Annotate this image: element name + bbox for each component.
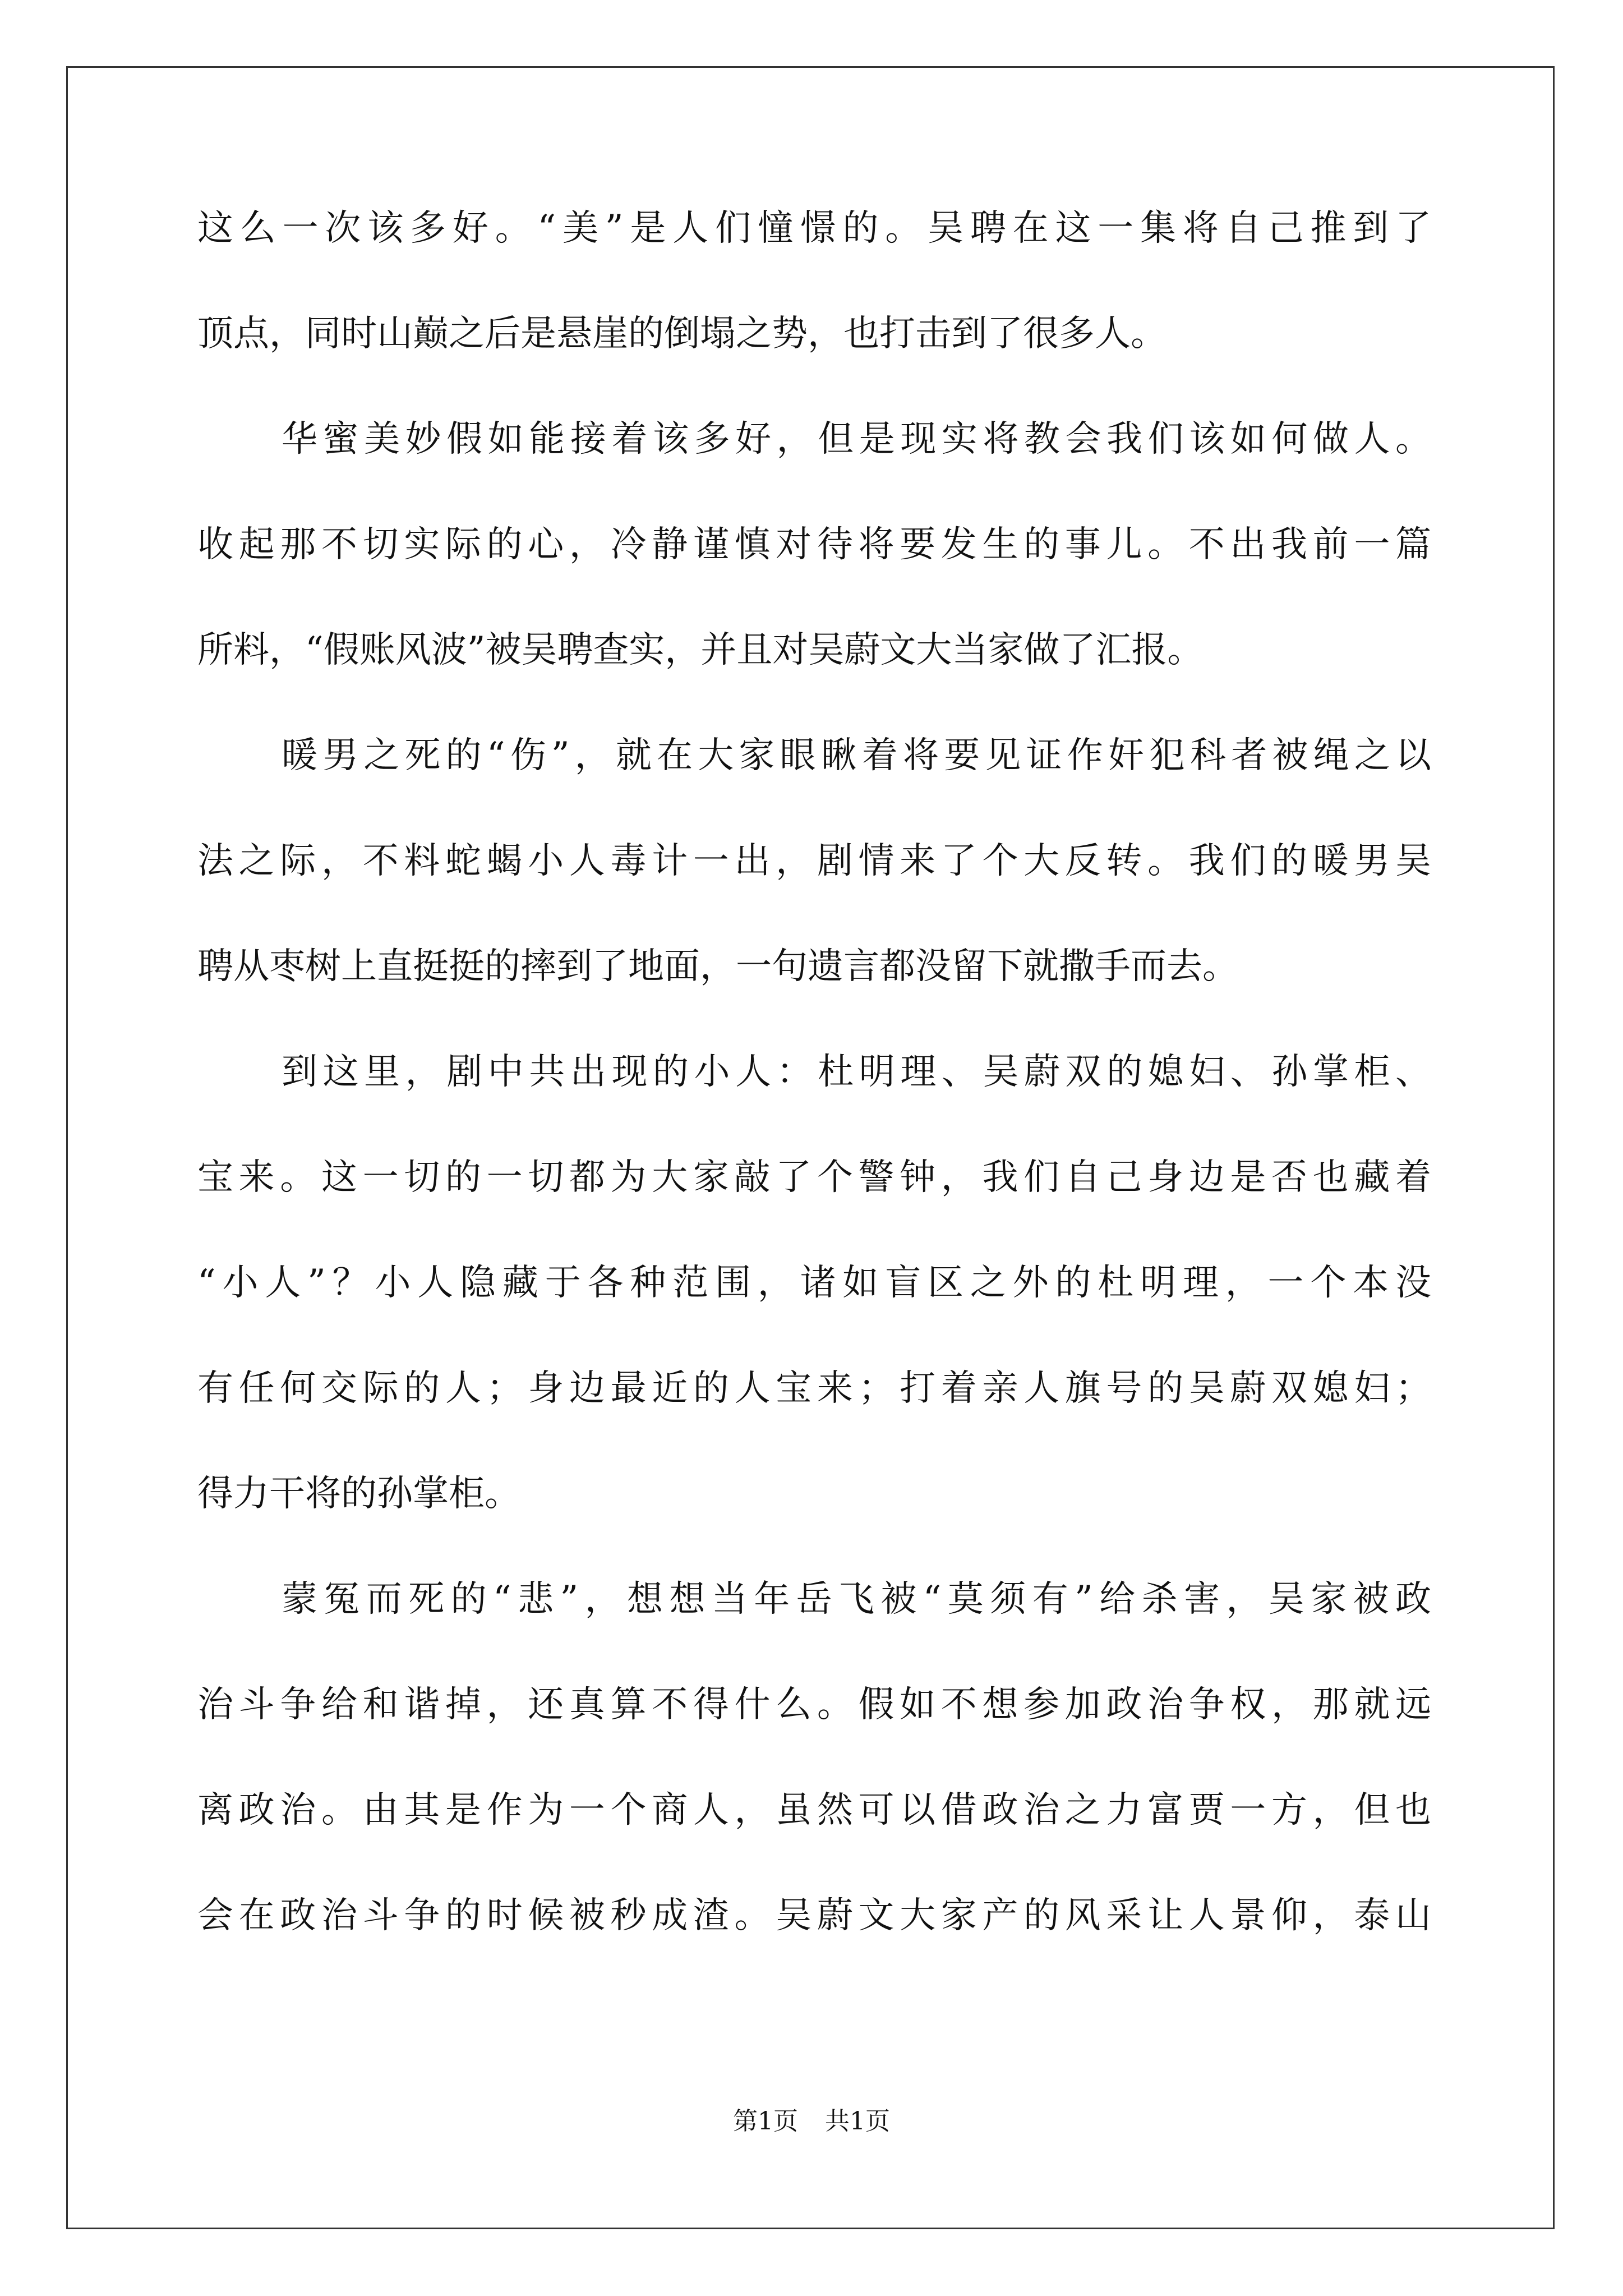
page-number: 第1页 — [733, 2107, 798, 2136]
text-line: 收起那不切实际的心，冷静谨慎对待将要发生的事儿。不出我前一篇 — [197, 524, 1431, 565]
text-line: 所料，“假账风波”被吴聘查实，并且对吴蔚文大当家做了汇报。 — [197, 629, 1204, 671]
paragraph-start-line: 暖男之死的“伤”，就在大家眼瞅着将要见证作奸犯科者被绳之以 — [282, 735, 1431, 776]
text-line: 聘从枣树上直挺挺的摔到了地面，一句遗言都没留下就撒手而去。 — [197, 946, 1238, 987]
text-line: 宝来。这一切的一切都为大家敲了个警钟，我们自己身边是否也藏着 — [197, 1157, 1431, 1198]
text-line: 法之际，不料蛇蝎小人毒计一出，剧情来了个大反转。我们的暖男吴 — [197, 840, 1431, 882]
text-line: 治斗争给和谐掉，还真算不得什么。假如不想参加政治争权，那就远 — [197, 1684, 1431, 1726]
paragraph-start-line: 华蜜美妙假如能接着该多好，但是现实将教会我们该如何做人。 — [282, 418, 1431, 460]
text-line: 会在政治斗争的时候被秒成渣。吴蔚文大家产的风采让人景仰，泰山 — [197, 1895, 1431, 1936]
text-line: 得力干将的孙掌柜。 — [197, 1473, 520, 1515]
page-total: 共1页 — [825, 2107, 890, 2136]
text-line: 这么一次该多好。“美”是人们憧憬的。吴聘在这一集将自己推到了 — [197, 208, 1431, 249]
text-line: 离政治。由其是作为一个商人，虽然可以借政治之力富贾一方，但也 — [197, 1789, 1431, 1831]
text-line: 顶点，同时山巅之后是悬崖的倒塌之势，也打击到了很多人。 — [197, 313, 1166, 355]
document-body — [197, 202, 1431, 1995]
page-footer — [0, 2105, 1623, 2138]
paragraph-start-line: 到这里，剧中共出现的小人：杜明理、吴蔚双的媳妇、孙掌柜、 — [282, 1051, 1431, 1093]
text-line: 有任何交际的人；身边最近的人宝来；打着亲人旗号的吴蔚双媳妇； — [197, 1368, 1431, 1409]
text-line: “小人”？小人隐藏于各种范围，诸如盲区之外的杜明理，一个本没 — [197, 1262, 1431, 1304]
paragraph-start-line: 蒙冤而死的“悲”，想想当年岳飞被“莫须有”给杀害，吴家被政 — [282, 1579, 1431, 1620]
